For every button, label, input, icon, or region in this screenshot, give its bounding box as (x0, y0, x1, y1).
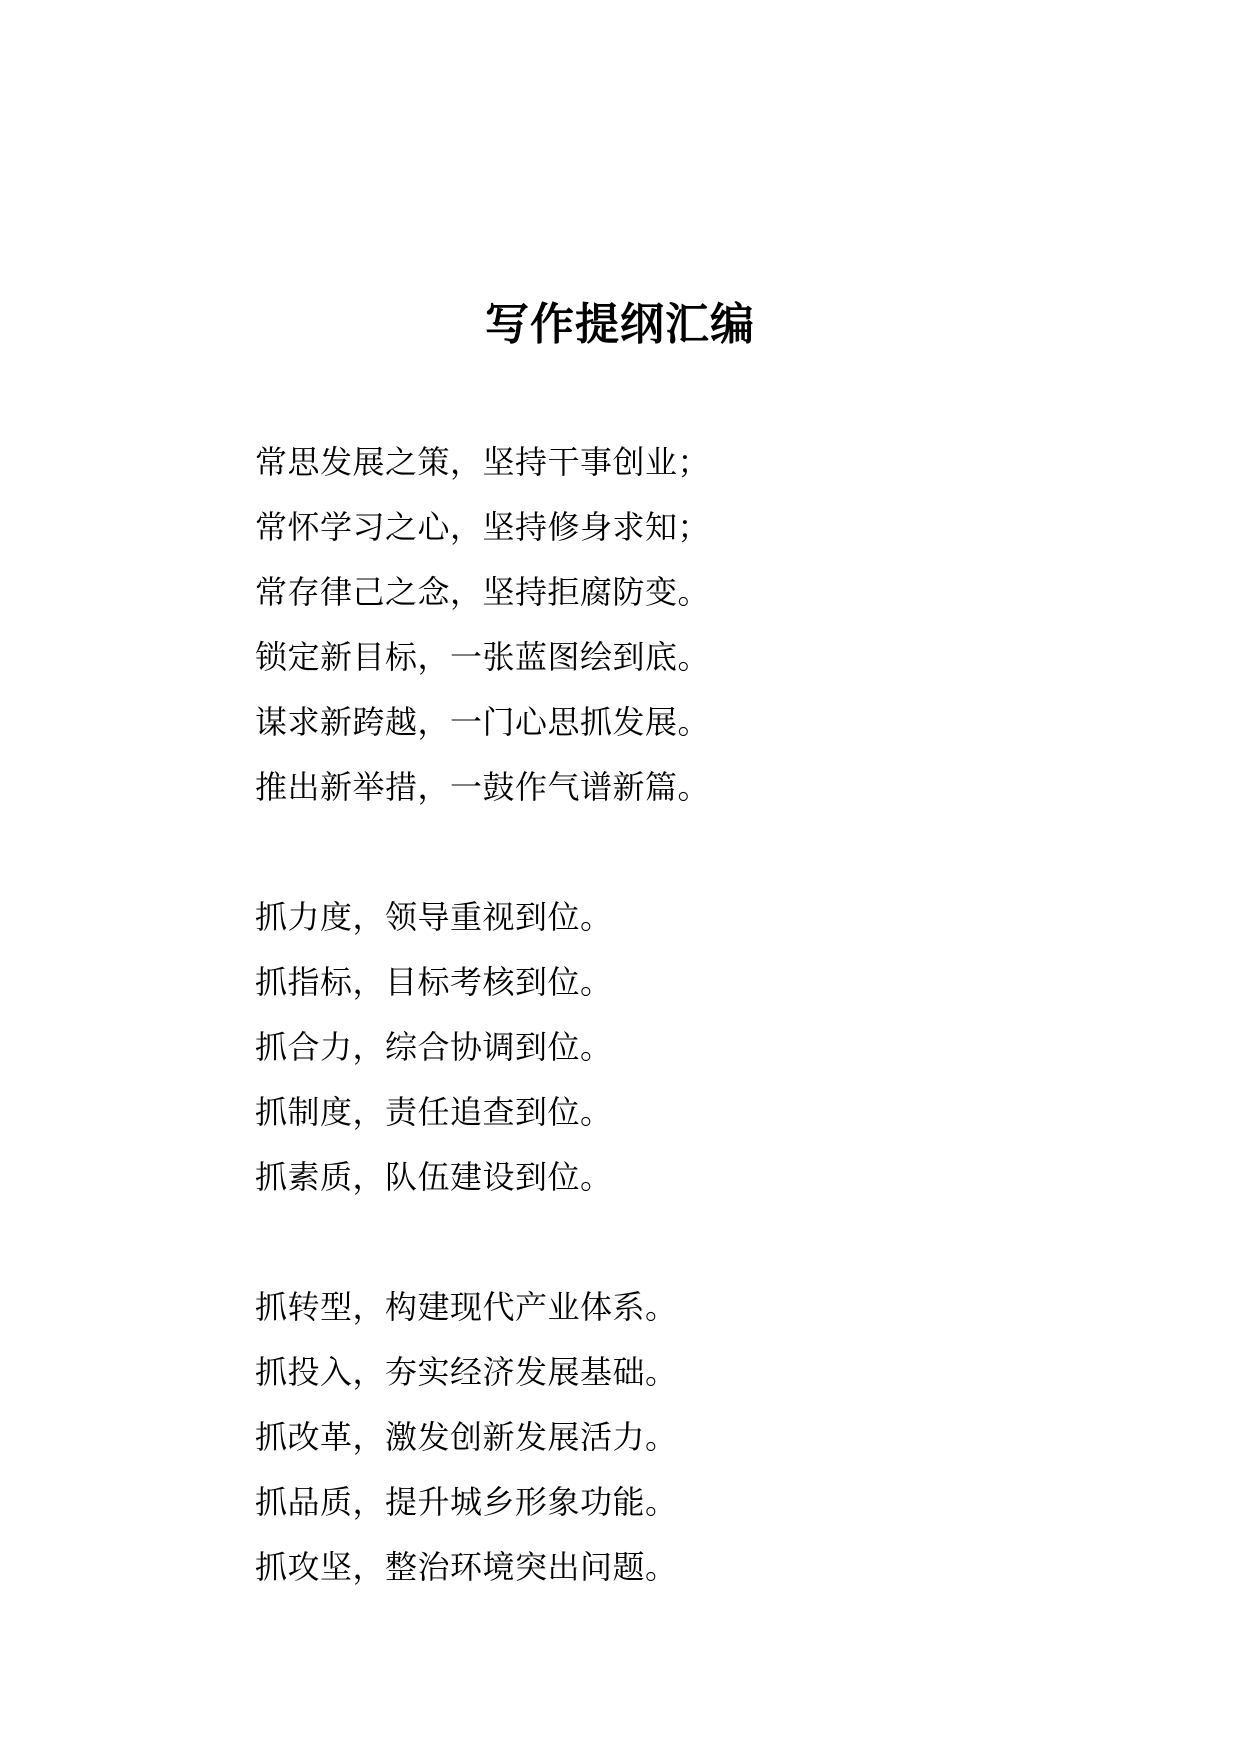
paragraph-group-1 (255, 430, 1155, 820)
text-line: 抓制度，责任追查到位。 (255, 1093, 613, 1131)
text-line: 抓品质，提升城乡形象功能。 (255, 1483, 678, 1521)
document-body (255, 430, 1155, 1665)
text-line: 常存律己之念，坚持拒腐防变。 (255, 573, 711, 611)
text-line: 锁定新目标，一张蓝图绘到底。 (255, 638, 711, 676)
text-line: 抓力度，领导重视到位。 (255, 898, 613, 936)
paragraph-group-2 (255, 885, 1155, 1210)
text-line: 抓攻坚，整治环境突出问题。 (255, 1548, 678, 1586)
text-line: 抓转型，构建现代产业体系。 (255, 1288, 678, 1326)
document-title: 写作提纲汇编 (485, 299, 755, 350)
text-line: 常思发展之策，坚持干事创业； (255, 443, 711, 481)
text-line: 谋求新跨越，一门心思抓发展。 (255, 703, 711, 741)
text-line: 抓改革，激发创新发展活力。 (255, 1418, 678, 1456)
text-line: 抓指标，目标考核到位。 (255, 963, 613, 1001)
text-line: 抓投入，夯实经济发展基础。 (255, 1353, 678, 1391)
text-line: 常怀学习之心，坚持修身求知； (255, 508, 711, 546)
text-line: 抓合力，综合协调到位。 (255, 1028, 613, 1066)
text-line: 推出新举措，一鼓作气谱新篇。 (255, 768, 711, 806)
paragraph-group-3 (255, 1275, 1155, 1600)
text-line: 抓素质，队伍建设到位。 (255, 1158, 613, 1196)
